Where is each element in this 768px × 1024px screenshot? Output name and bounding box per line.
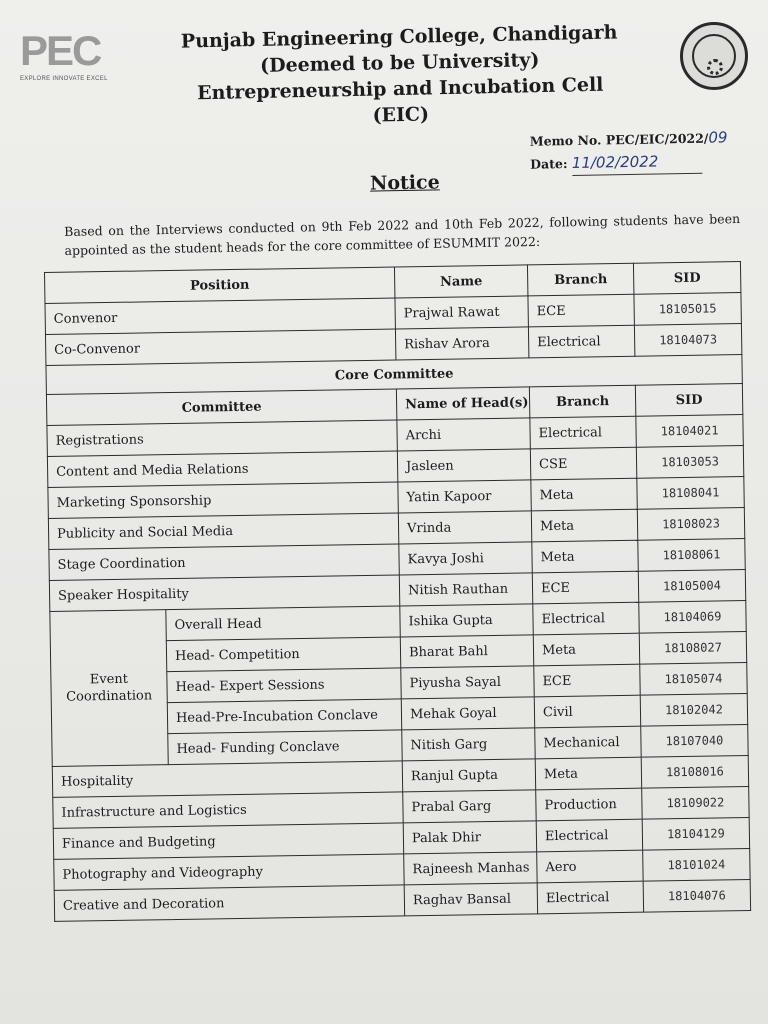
name-cell: Bharat Bahl [400, 635, 533, 668]
branch-cell: Civil [534, 695, 640, 728]
name-cell: Prajwal Rawat [395, 296, 528, 329]
branch-cell: Meta [532, 540, 638, 573]
memo-block [530, 126, 729, 176]
name-cell: Piyusha Sayal [401, 666, 534, 699]
committee-cell: Infrastructure and Logistics [53, 792, 403, 828]
sid-cell: 18108016 [641, 755, 748, 788]
name-cell: Ranjul Gupta [402, 759, 535, 792]
sid-cell: 18104129 [642, 817, 749, 850]
branch-cell: Electrical [536, 819, 642, 852]
branch-cell: Meta [533, 633, 639, 666]
sid-cell: 18108023 [637, 508, 744, 541]
college-seal [680, 22, 748, 90]
event-role-cell: Head- Funding Conclave [168, 730, 402, 765]
date-line [530, 149, 728, 176]
sid-cell: 18104076 [643, 879, 750, 912]
name-cell: Kavya Joshi [399, 542, 532, 575]
branch-cell: Production [536, 788, 642, 821]
name-cell: Mehak Goyal [401, 697, 534, 730]
sid-header: SID [633, 262, 740, 295]
branch-cell: Meta [535, 757, 641, 790]
sid-cell: 18101024 [643, 848, 750, 881]
event-group-cell: Event Coordination [50, 610, 168, 767]
sid-cell: 18104069 [639, 601, 746, 634]
branch-cell: Electrical [528, 325, 634, 358]
notice-title: Notice [369, 171, 440, 195]
committee-cell: Stage Coordination [49, 544, 399, 580]
college-name: Punjab Engineering College, Chandigarh [180, 21, 618, 53]
branch-cell: ECE [534, 664, 640, 697]
branch-cell: ECE [532, 571, 638, 604]
university-status: (Deemed to be University) [259, 49, 540, 77]
section-title: Core Committee [46, 355, 742, 395]
branch-cell: Electrical [537, 881, 643, 914]
name-cell: Yatin Kapoor [398, 480, 531, 513]
name-cell: Rajneesh Manhas [404, 852, 537, 885]
committee-cell: Photography and Videography [54, 854, 404, 890]
branch-cell: Mechanical [535, 726, 641, 759]
committee-cell: Registrations [47, 420, 397, 456]
letterhead [179, 19, 621, 132]
name-cell: Nitish Rauthan [399, 573, 532, 606]
name-header: Name [394, 265, 527, 298]
date-value: 11/02/2022 [571, 152, 659, 172]
memo-label: Memo No. PEC/EIC/2022/ [529, 130, 709, 149]
sid-cell: 18108061 [638, 539, 745, 572]
position-cell: Convenor [45, 298, 395, 334]
committee-cell: Publicity and Social Media [48, 513, 398, 549]
committee-cell: Content and Media Relations [47, 451, 397, 487]
name-cell: Archi [397, 418, 530, 451]
head-name-header: Name of Head(s) [396, 387, 529, 420]
sid-cell: 18105015 [634, 293, 741, 326]
sid-cell: 18105074 [640, 663, 747, 696]
branch-header: Branch [527, 263, 633, 296]
intro-paragraph: Based on the Interviews conducted on 9th Feb 2022 and 10th Feb 2022, following students have been appointed as the student heads for the core committee of ESUMMIT 2022: [64, 211, 741, 258]
logo-mark: PEC [20, 27, 101, 74]
sid-cell: 18104021 [636, 415, 743, 448]
logo-tagline: EXPLORE INNOVATE EXCEL [20, 76, 108, 82]
gear-icon [707, 59, 723, 75]
position-cell: Co-Convenor [45, 329, 395, 365]
sid-cell: 18109022 [642, 786, 749, 819]
appointments-table-wrap [44, 261, 750, 922]
event-role-cell: Head- Expert Sessions [167, 668, 401, 703]
name-cell: Ishika Gupta [400, 604, 533, 637]
branch-cell: Electrical [530, 416, 636, 449]
event-role-cell: Overall Head [166, 606, 400, 641]
sid-header: SID [635, 384, 742, 417]
branch-cell: Electrical [533, 602, 639, 635]
sid-cell: 18102042 [640, 694, 747, 727]
name-cell: Rishav Arora [395, 327, 528, 360]
position-header: Position [45, 267, 395, 303]
event-role-cell: Head-Pre-Incubation Conclave [167, 699, 401, 734]
committee-cell: Speaker Hospitality [49, 575, 399, 611]
memo-number: 09 [708, 128, 728, 147]
sid-cell: 18105004 [638, 570, 745, 603]
sid-cell: 18104073 [634, 324, 741, 357]
date-label: Date: [530, 156, 568, 172]
sid-cell: 18103053 [636, 446, 743, 479]
name-cell: Palak Dhir [403, 821, 536, 854]
appointments-table [44, 261, 751, 922]
branch-cell: Meta [531, 478, 637, 511]
memo-line [530, 126, 728, 152]
committee-header: Committee [46, 389, 396, 425]
name-cell: Prabal Garg [403, 790, 536, 823]
branch-cell: ECE [528, 294, 634, 327]
name-cell: Vrinda [398, 511, 531, 544]
name-cell: Nitish Garg [402, 728, 535, 761]
name-cell: Jasleen [397, 449, 530, 482]
branch-cell: CSE [530, 447, 636, 480]
name-cell: Raghav Bansal [404, 883, 537, 916]
branch-cell: Aero [537, 850, 643, 883]
branch-header: Branch [529, 385, 635, 418]
committee-cell: Finance and Budgeting [53, 823, 403, 859]
event-role-cell: Head- Competition [166, 637, 400, 672]
committee-cell: Creative and Decoration [54, 885, 404, 921]
sid-cell: 18108027 [639, 632, 746, 665]
pec-logo [20, 28, 120, 90]
branch-cell: Meta [531, 509, 637, 542]
sid-cell: 18108041 [637, 477, 744, 510]
committee-cell: Hospitality [52, 761, 402, 797]
committee-cell: Marketing Sponsorship [48, 482, 398, 518]
sid-cell: 18107040 [641, 725, 748, 758]
cell-name: Entrepreneurship and Incubation Cell (EIC) [196, 73, 604, 127]
